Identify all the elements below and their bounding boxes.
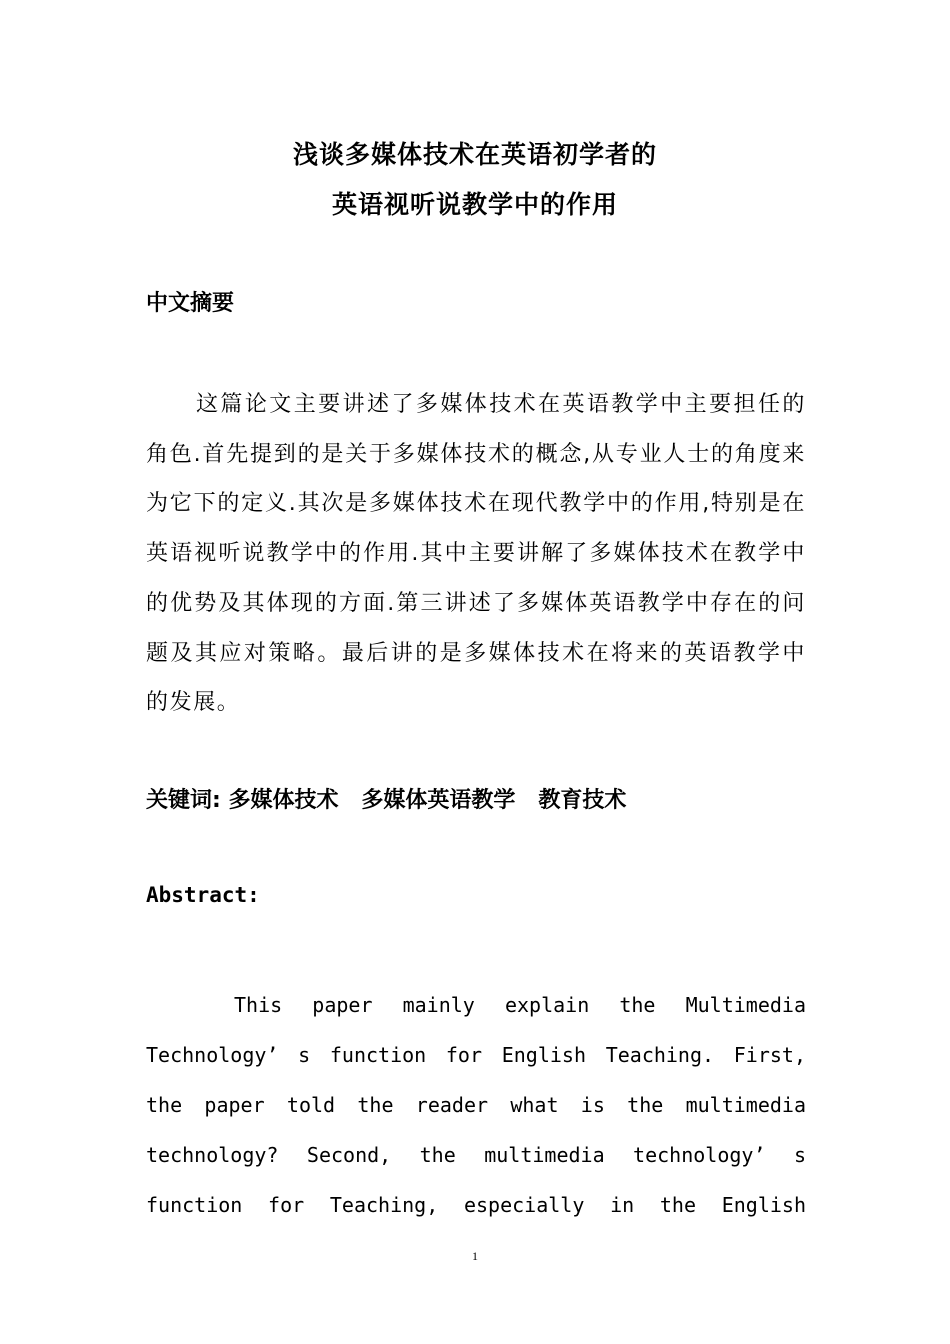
keywords-line: 关键词: 多媒体技术 多媒体英语教学 教育技术 — [146, 788, 627, 813]
english-abstract-body: This paper mainly explain the Multimedia Technology’ s function for English Teaching. First, the paper told the reader what is the multimedia technology? Second, the multimedia technology’ s function for Teaching, especially in the English — [146, 993, 806, 1217]
chinese-abstract-heading: 中文摘要 — [146, 291, 235, 316]
title-line-2: 英语视听说教学中的作用 — [331, 190, 618, 219]
page-number: 1 — [472, 1249, 478, 1263]
title-line-1: 浅谈多媒体技术在英语初学者的 — [292, 140, 657, 169]
chinese-abstract-body: 这篇论文主要讲述了多媒体技术在英语教学中主要担任的角色.首先提到的是关于多媒体技术的概念,从专业人士的角度来为它下的定义.其次是多媒体技术在现代教学中的作用,特别是在英语视听说教学中的作用.其中主要讲解了多媒体技术在教学中的优势及其体现的方面.第三讲述了多媒体英语教学中存在的问题及其应对策略。最后讲的是多媒体技术在将来的英语教学中的发展。 — [146, 392, 806, 716]
english-abstract-heading: Abstract: — [146, 883, 260, 907]
